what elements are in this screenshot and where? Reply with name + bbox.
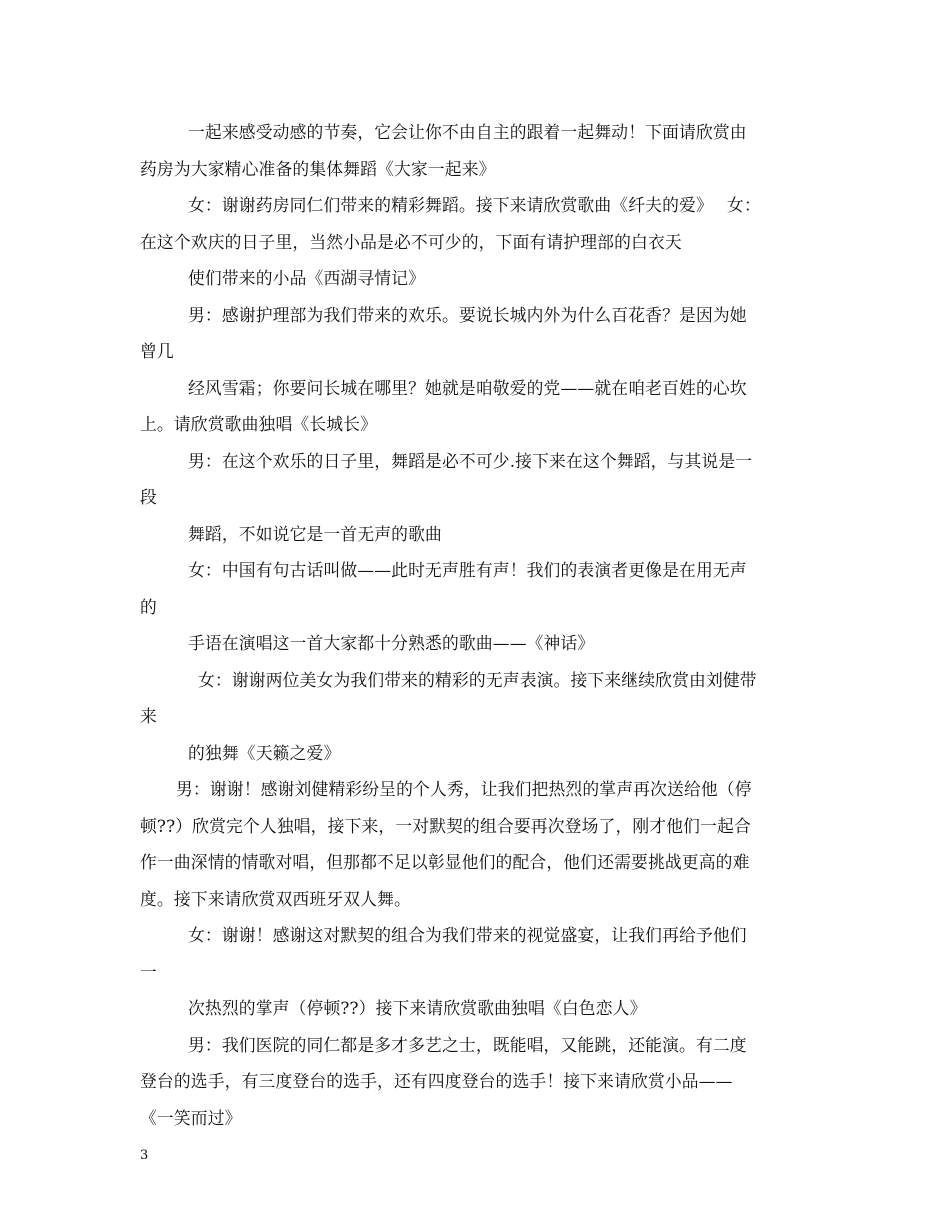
text-line: 的独舞《天籁之爱》 [188,742,341,763]
text-line: 女：谢谢药房同仁们带来的精彩舞蹈。接下来请欣赏歌曲《纤夫的爱》 女： [188,195,761,215]
text-line: 《一笑而过》 [140,1107,242,1128]
text-line: 在这个欢庆的日子里，当然小品是必不可少的，下面有请护理部的白衣天 [140,231,682,252]
text-line: 经风雪霜；你要问长城在哪里？她就是咱敬爱的党——就在咱老百姓的心坎 [188,377,747,398]
text-line: 药房为大家精心准备的集体舞蹈《大家一起来》 [140,158,496,179]
text-line: 一起来感受动感的节奏，它会让你不由自主的跟着一起舞动！下面请欣赏由 [188,122,747,142]
text-line: 男：在这个欢乐的日子里，舞蹈是必不可少.接下来在这个舞蹈，与其说是一 [188,450,753,471]
text-line: 舞蹈，不如说它是一首无声的歌曲 [188,523,442,544]
text-line: 曾几 [140,341,174,361]
text-line: 作一曲深情的情歌对唱，但那都不足以彰显他们的配合，他们还需要挑战更高的难 [140,852,750,872]
text-line: 顿??）欣赏完个人独唱，接下来，一对默契的组合要再次登场了，刚才他们一起合 [140,815,751,836]
text-line: 手语在演唱这一首大家都十分熟悉的歌曲——《神话》 [188,633,595,653]
text-line: 来 [140,706,157,726]
text-line: 次热烈的掌声（停顿??）接下来请欣赏歌曲独唱《白色恋人》 [188,998,647,1018]
text-line: 女：谢谢！感谢这对默契的组合为我们带来的视觉盛宴，让我们再给予他们 [188,925,747,945]
page-number: 3 [140,1148,149,1163]
body-text [140,114,820,1136]
text-line: 度。接下来请欣赏双西班牙双人舞。 [140,888,411,909]
text-line: 男：感谢护理部为我们带来的欢乐。要说长城内外为什么百花香？是因为她 [188,304,747,325]
text-line: 女：谢谢两位美女为我们带来的精彩的无声表演。接下来继续欣赏由刘健带 [198,669,757,690]
text-line: 的 [140,596,157,617]
text-line: 使们带来的小品《西湖寻情记》 [188,268,426,288]
text-line: 男：谢谢！感谢刘健精彩纷呈的个人秀，让我们把热烈的掌声再次送给他（停 [176,779,752,799]
text-line: 上。请欣赏歌曲独唱《长城长》 [140,414,378,434]
text-line: 段 [140,487,157,507]
text-line: 男：我们医院的同仁都是多才多艺之士，既能唱，又能跳，还能演。有二度 [188,1034,747,1055]
text-line: 一 [140,961,157,982]
text-line: 登台的选手，有三度登台的选手，还有四度登台的选手！接下来请欣赏小品—— [140,1071,733,1091]
text-line: 女：中国有句古话叫做——此时无声胜有声！我们的表演者更像是在用无声 [188,560,747,580]
